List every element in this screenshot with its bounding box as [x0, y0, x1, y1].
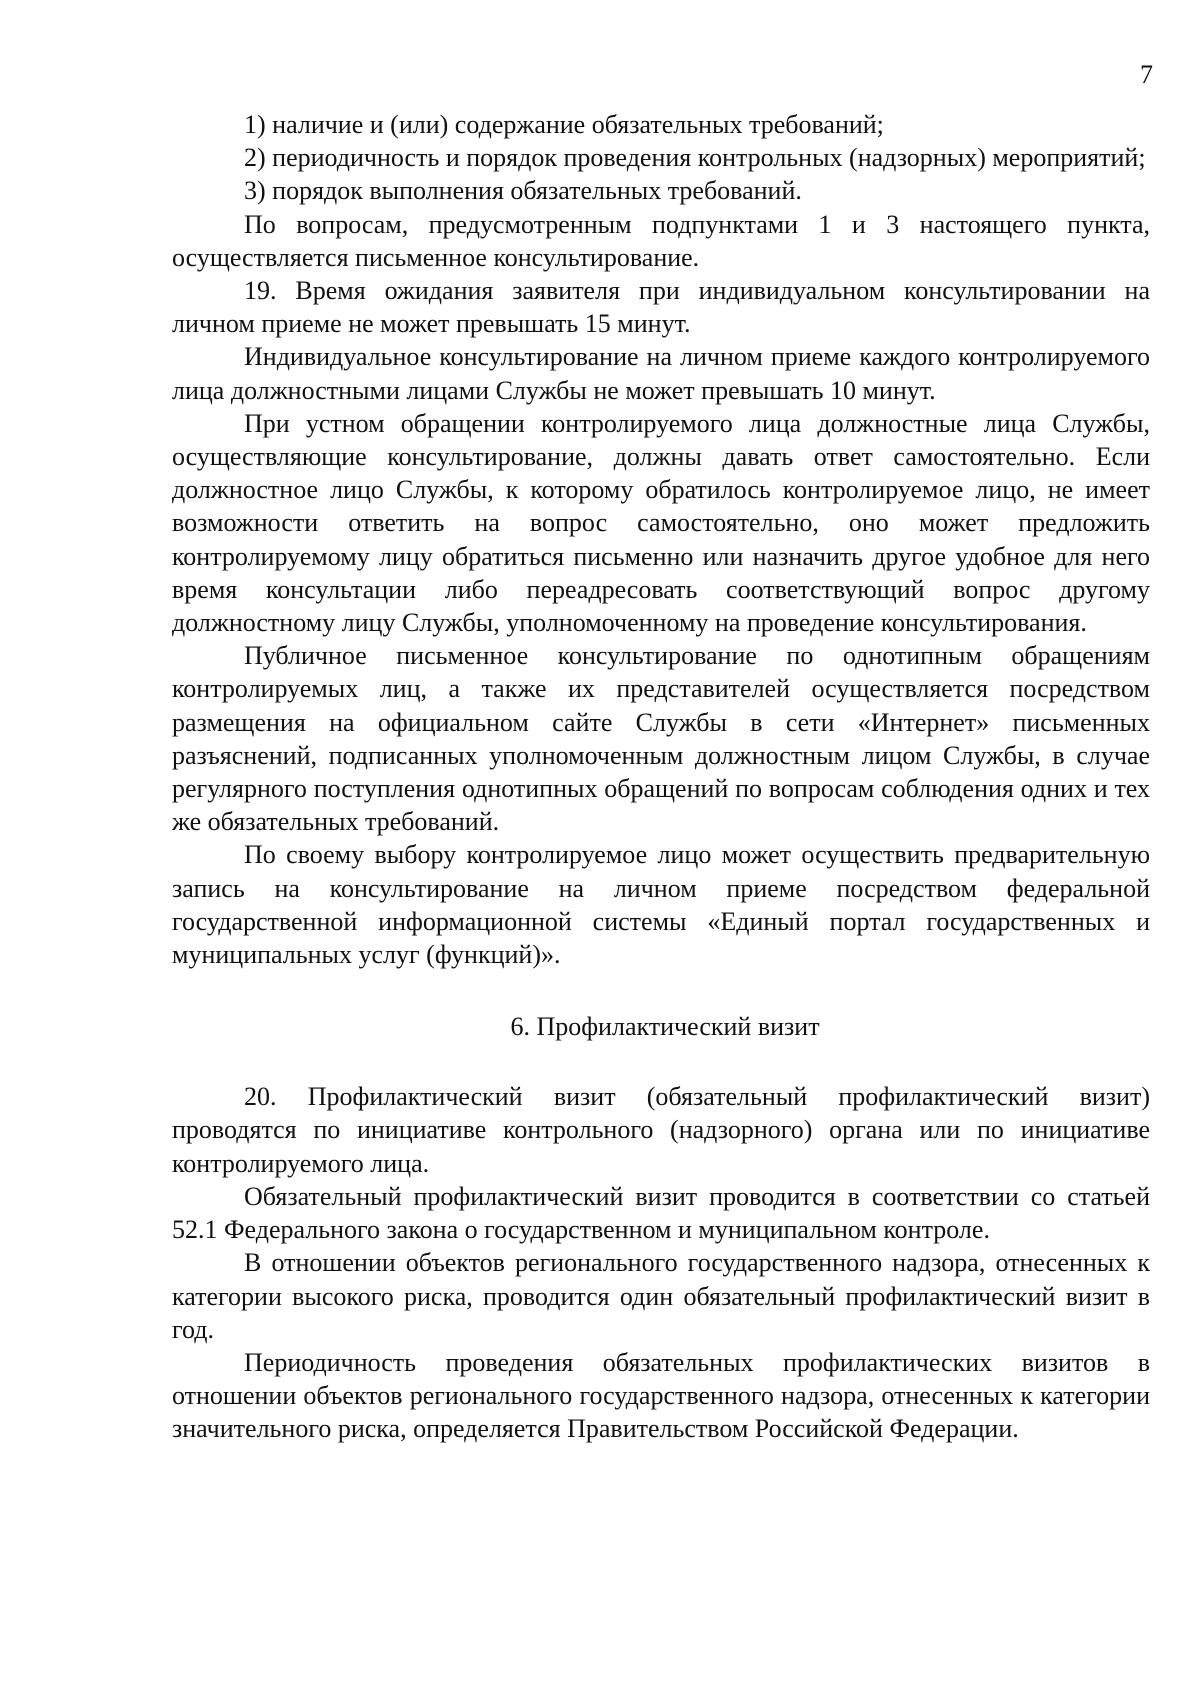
document-body	[172, 108, 1150, 1446]
paragraph-written-consulting: По вопросам, предусмотренным подпунктами 1 и 3 настоящего пункта, осуществляется письменное консультирование.	[172, 209, 1150, 272]
paragraph-significant-risk: Периодичность проведения обязательных профилактических визитов в отношении объектов регионального государственного надзора, отнесенных к категории значительного риска, определяется Правительством Российской Федерации.	[172, 1347, 1150, 1444]
list-item-2: 2) периодичность и порядок проведения контрольных (надзорных) мероприятий;	[244, 143, 1146, 173]
paragraph-20-preventive-visit: 20. Профилактический визит (обязательный профилактический визит) проводятся по инициативе контрольного (надзорного) органа или по инициативе контролируемого лица.	[172, 1082, 1150, 1178]
paragraph-public-consulting: Публичное письменное консультирование по однотипным обращениям контролируемых лиц, а также их представителей осуществляется посредством размещения на официальном сайте Службы в сети «Интернет» письменных разъяснений, подписанных уполномоченным должностным лицом Службы, в случае регулярного поступления однотипных обращений по вопросам соблюдения одних и тех же обязательных требований.	[172, 641, 1150, 837]
section-heading: 6. Профилактический визит	[510, 1012, 820, 1042]
paragraph-19-waiting-time: 19. Время ожидания заявителя при индивидуальном консультировании на личном приеме не может превышать 15 минут.	[172, 276, 1150, 339]
list-item-3: 3) порядок выполнения обязательных требований.	[244, 176, 802, 206]
paragraph-individual-consulting: Индивидуальное консультирование на личном приеме каждого контролируемого лица должностными лицами Службы не может превышать 10 минут.	[172, 342, 1150, 405]
list-item-1: 1) наличие и (или) содержание обязательных требований;	[244, 110, 884, 139]
paragraph-oral-request: При устном обращении контролируемого лица должностные лица Службы, осуществляющие консультирование, должны давать ответ самостоятельно. Если должностное лицо Службы, к которому обратилось контролируемое лицо, не имеет возможности ответить на вопрос самостоятельно, оно может предложить контролируемому лицу обратиться письменно или назначить другое удобное для него время консультации либо переадресовать соответствующий вопрос другому должностному лицу Службы, уполномоченному на проведение консультирования.	[172, 408, 1150, 638]
paragraph-preliminary-booking: По своему выбору контролируемое лицо может осуществить предварительную запись на консультирование на личном приеме посредством федеральной государственной информационной системы «Единый портал государственных и муниципальных услуг (функций)».	[172, 840, 1150, 970]
paragraph-mandatory-visit: Обязательный профилактический визит проводится в соответствии со статьей 52.1 Федерального закона о государственном и муниципальном контроле.	[172, 1181, 1150, 1245]
page-number: 7	[1140, 60, 1153, 89]
paragraph-high-risk: В отношении объектов регионального государственного надзора, отнесенных к категории высокого риска, проводится один обязательный профилактический визит в год.	[172, 1248, 1150, 1344]
